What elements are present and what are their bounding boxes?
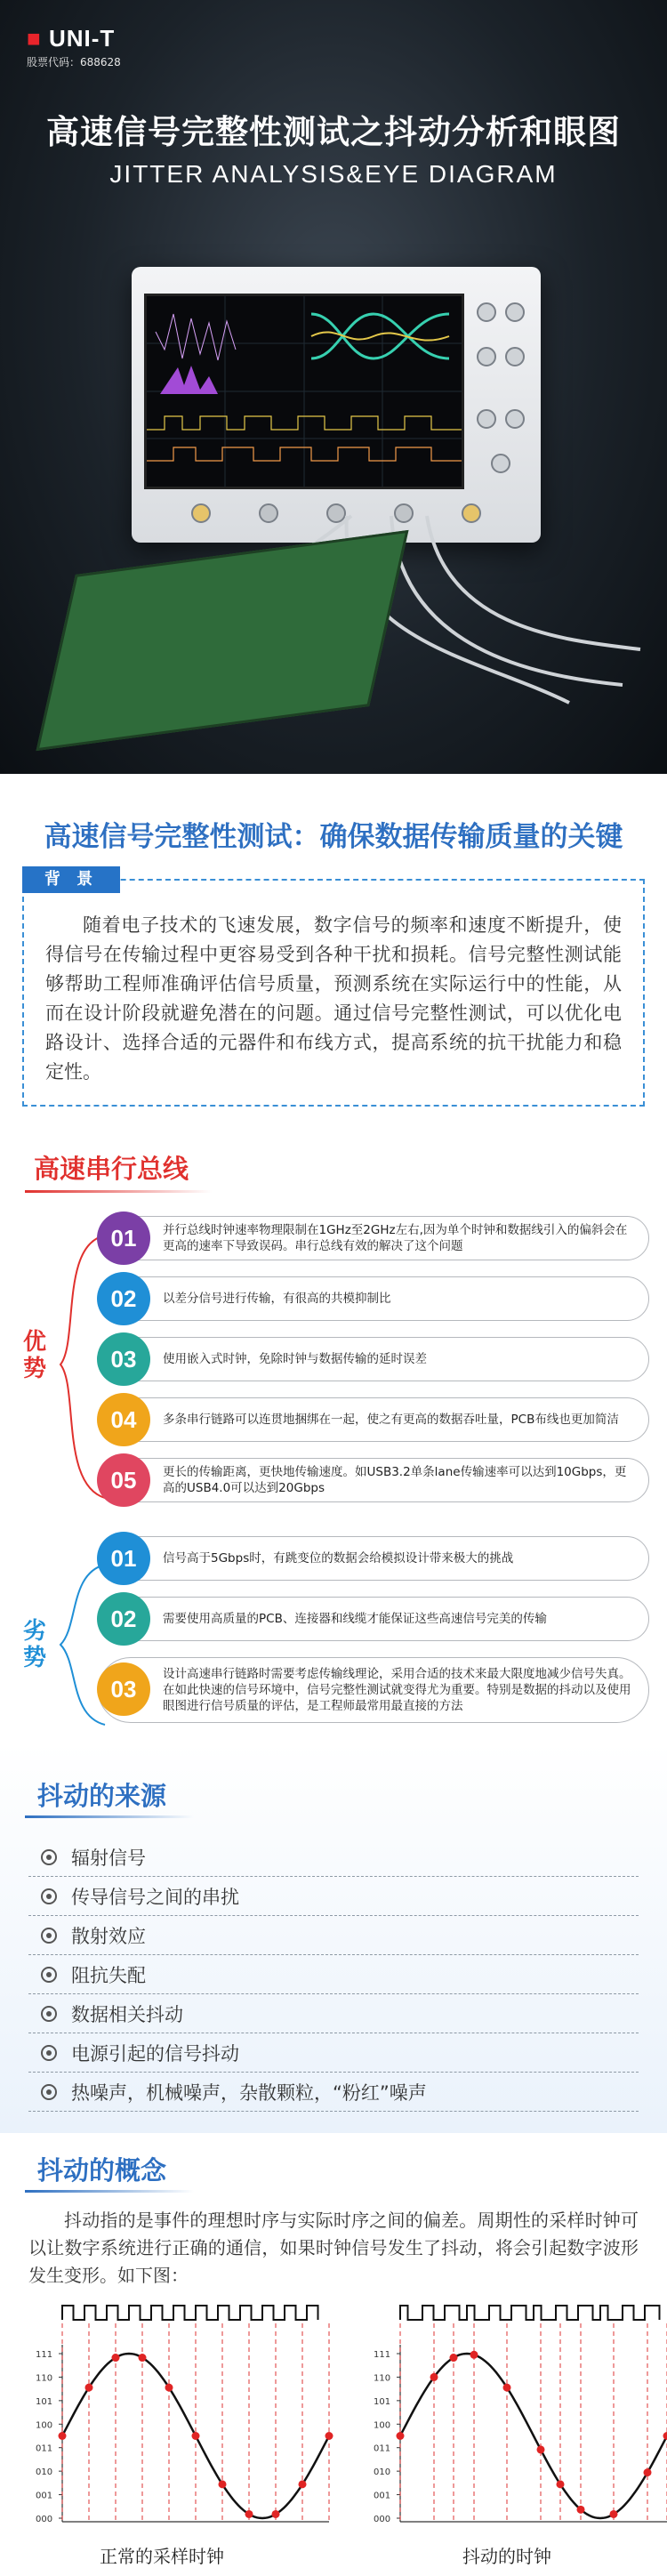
background-box [22, 879, 645, 1107]
sample-point [537, 2445, 545, 2453]
clock-diagrams [0, 2300, 667, 2576]
sample-point [644, 2468, 652, 2476]
item-number: 05 [97, 1453, 150, 1507]
serial-bus-title: 高速串行总线 [34, 1149, 189, 1189]
level-label: 110 [374, 2373, 390, 2383]
sample-point [245, 2510, 253, 2518]
list-item [28, 2033, 639, 2073]
item-text: 使用嵌入式时钟，免除时钟与数据传输的延时误差 [163, 1351, 439, 1367]
level-label: 001 [374, 2491, 390, 2501]
bullet-icon [41, 1888, 57, 1904]
item-number: 03 [97, 1662, 150, 1716]
item-text: 以差分信号进行传输，有很高的共模抑制比 [163, 1291, 404, 1307]
pros-item [98, 1216, 649, 1260]
sample-point [219, 2480, 227, 2488]
concept-title: 抖动的概念 [37, 2151, 166, 2187]
list-item [28, 1955, 639, 1994]
sample-point [85, 2384, 93, 2392]
sample-point [272, 2510, 280, 2518]
item-number: 01 [97, 1212, 150, 1265]
sample-point [663, 2432, 667, 2440]
item-number: 01 [97, 1532, 150, 1585]
list-item-label: 辐射信号 [71, 1844, 146, 1871]
sample-point [165, 2384, 173, 2392]
item-number: 02 [97, 1272, 150, 1325]
intro-title: 高速信号完整性测试：确保数据传输质量的关键 [0, 814, 667, 854]
level-label: 010 [36, 2467, 52, 2477]
item-text: 并行总线时钟速率物理限制在1GHz至2GHz左右,因为单个时钟和数据线引入的偏斜会在更高的速率下导致误码。串行总线有效的解决了这个问题 [163, 1222, 648, 1254]
jitter-clock-caption: 抖动的时钟 [418, 2542, 596, 2568]
jitter-sources-section [0, 1743, 667, 2133]
sample-point [610, 2510, 618, 2518]
level-label: 111 [374, 2350, 390, 2360]
item-number: 02 [97, 1592, 150, 1646]
item-text: 多条串行链路可以连贯地捆绑在一起，使之有更高的数据吞吐量，PCB布线也更加简洁 [163, 1412, 631, 1428]
list-item [28, 2073, 639, 2112]
sample-point [299, 2480, 307, 2488]
cons-item [98, 1536, 649, 1581]
background-text: 随着电子技术的飞速发展，数字信号的频率和速度不断提升，使得信号在传输过程中更容易受到各种干扰和损耗。信号完整性测试能够帮助工程师准确评估信号质量，预测系统在实际运行中的性能，从而在设计阶段就避免潜在的问题。通过信号完整性测试，可以优化电路设计、选择合适的元器件和布线方式，提高系统的抗干扰能力和稳定性。 [45, 911, 622, 1087]
item-text: 更长的传输距离，更快地传输速度。如USB3.2单条lane传输速率可以达到10Gbps，更高的USB4.0可以达到20Gbps [163, 1464, 648, 1496]
item-text: 需要使用高质量的PCB、连接器和线缆才能保证这些高速信号完美的传输 [163, 1611, 559, 1627]
knob-icon [505, 409, 525, 429]
bullet-icon [41, 2006, 57, 2022]
list-item [28, 1838, 639, 1877]
level-label: 001 [36, 2491, 52, 2501]
sample-point [325, 2432, 334, 2440]
knob-icon [477, 302, 496, 322]
list-item-label: 阻抗失配 [71, 1961, 146, 1988]
sample-point [577, 2506, 585, 2514]
bullet-icon [41, 1967, 57, 1983]
brand-logo [27, 25, 121, 69]
level-label: 000 [36, 2515, 52, 2524]
pros-item [98, 1397, 649, 1442]
list-item [28, 1994, 639, 2033]
list-item-label: 电源引起的信号抖动 [71, 2040, 239, 2066]
level-label: 011 [36, 2444, 52, 2454]
background-tag: 背 景 [22, 866, 120, 893]
item-number: 03 [97, 1332, 150, 1386]
list-item-label: 传导信号之间的串扰 [71, 1883, 239, 1910]
level-label: 011 [374, 2444, 390, 2454]
cons-label: 劣势 [21, 1618, 48, 1671]
sample-point [450, 2354, 458, 2362]
bullet-icon [41, 1849, 57, 1865]
knob-icon [505, 302, 525, 322]
concept-text: 抖动指的是事件的理想时序与实际时序之间的偏差。周期性的采样时钟可以让数字系统进行正确的通信，如果时钟信号发生了抖动，将会引起数字波形发生变形。如下图： [28, 2207, 639, 2290]
level-label: 000 [374, 2515, 390, 2524]
pros-item [98, 1337, 649, 1381]
normal-clock-caption: 正常的采样时钟 [73, 2542, 251, 2568]
sources-title: 抖动的来源 [37, 1776, 166, 1813]
page-title: 高速信号完整性测试之抖动分析和眼图 [0, 105, 667, 153]
item-text: 设计高速串行链路时需要考虑传输线理论，采用合适的技术来最大限度地减少信号失真。在如此快速的信号环境中，信号完整性测试就变得尤为重要。特别是数据的抖动以及使用眼图进行信号质量的评估，是工程师最常用最直接的方法 [163, 1666, 648, 1714]
level-label: 101 [36, 2397, 52, 2407]
bullet-icon [41, 1928, 57, 1944]
sample-point [397, 2432, 405, 2440]
sample-point [557, 2480, 565, 2488]
knob-icon [505, 347, 525, 366]
bullet-icon [41, 2045, 57, 2061]
hero-banner [0, 0, 667, 774]
sample-point [112, 2354, 120, 2362]
jitter-concept-section [0, 2151, 667, 2576]
pros-item [98, 1458, 649, 1502]
cons-item [98, 1657, 649, 1723]
item-number: 04 [97, 1393, 150, 1446]
pros-label: 优势 [21, 1329, 48, 1382]
bullet-icon [41, 2084, 57, 2100]
stock-code: 股票代码：688628 [27, 54, 121, 69]
level-label: 111 [36, 2350, 52, 2360]
list-item [28, 1877, 639, 1916]
page-subtitle: JITTER ANALYSIS&EYE DIAGRAM [0, 160, 667, 189]
sample-point [192, 2432, 200, 2440]
knob-icon [477, 409, 496, 429]
list-item-label: 数据相关抖动 [71, 2000, 183, 2027]
item-text: 信号高于5Gbps时，有跳变位的数据会给模拟设计带来极大的挑战 [163, 1550, 526, 1566]
clock-waveform-diagram [0, 2300, 667, 2540]
sample-point [430, 2373, 438, 2381]
serial-bus-section [0, 1209, 667, 1743]
level-label: 101 [374, 2397, 390, 2407]
sample-point [59, 2432, 67, 2440]
knob-icon [491, 454, 510, 473]
level-label: 100 [36, 2420, 52, 2430]
list-item-label: 热噪声，机械噪声，杂散颗粒，“粉红”噪声 [71, 2079, 427, 2105]
level-label: 010 [374, 2467, 390, 2477]
level-label: 100 [374, 2420, 390, 2430]
scope-screen [144, 294, 464, 489]
sources-list [28, 1838, 639, 2112]
pros-item [98, 1276, 649, 1321]
sample-point [139, 2354, 147, 2362]
cons-item [98, 1597, 649, 1641]
level-label: 110 [36, 2373, 52, 2383]
list-item-label: 散射效应 [71, 1922, 146, 1949]
brand-mark: ■ UNI-T [27, 25, 121, 52]
sample-point [470, 2351, 478, 2359]
scope-control-panel [473, 294, 532, 489]
knob-icon [477, 347, 496, 366]
sample-point [503, 2384, 511, 2392]
list-item [28, 1916, 639, 1955]
